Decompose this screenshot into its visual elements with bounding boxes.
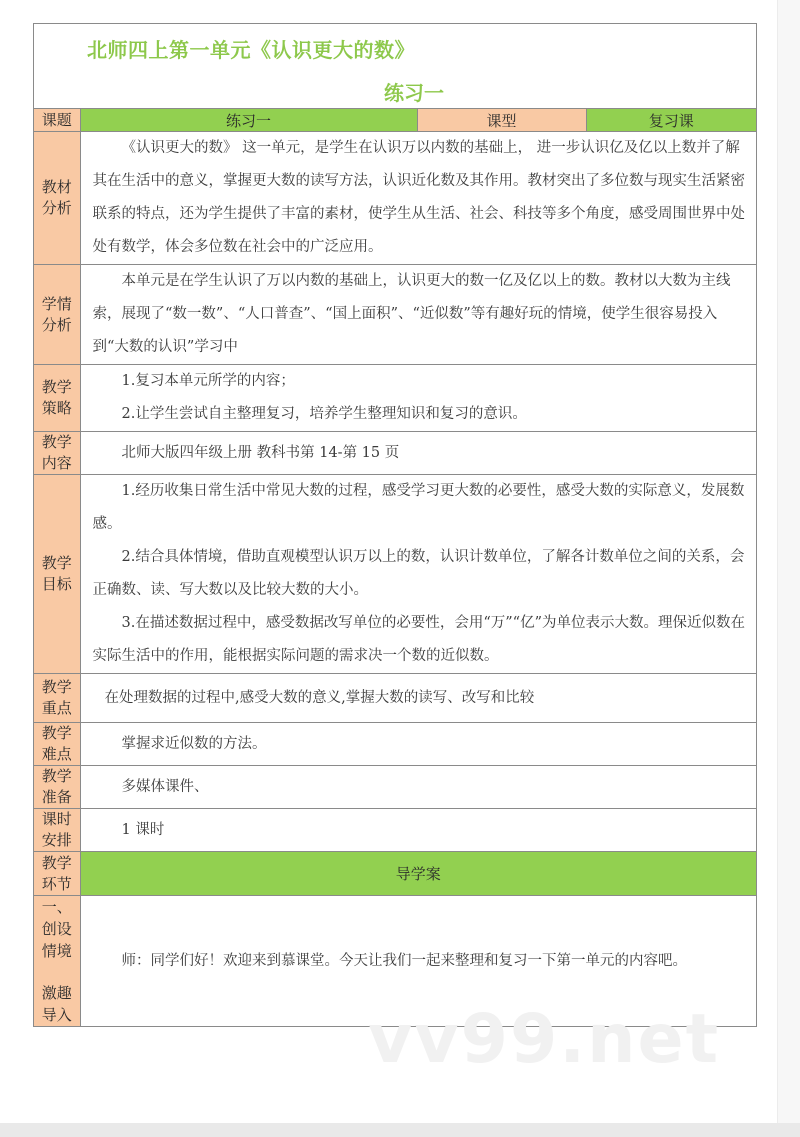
- paragraph: 在处理数据的过程中,感受大数的意义,掌握大数的读写、改写和比较: [104, 689, 535, 706]
- list-item: 3.在描述数据过程中，感受数据改写单位的必要性，会用“万”“亿”为单位表示大数。理保近似数在实际生活中的作用，能根据实际问题的需求决一个数的近似数。: [92, 615, 745, 664]
- header-row: [34, 109, 756, 132]
- paragraph: 《认识更大的数》 这一单元，是学生在认识万以内数的基础上， 进一步认识亿及亿以上数并了解其在生活中的意义，掌握更大数的读写方法，认识近化数及其作用。教材突出了多位数与现实生活紧密联系的特点，还为学生提供了丰富的素材，使学生从生活、社会、科技等多个角度，感受周围世界中处处有数学，体会多位数在社会中的广泛应用。: [92, 140, 745, 255]
- list-item: 1.复习本单元所学的内容；: [121, 373, 295, 389]
- row-label: 教学策略: [34, 365, 80, 432]
- row-content: [80, 809, 756, 852]
- row-content: [80, 766, 756, 809]
- paragraph: 多媒体课件、: [121, 778, 209, 795]
- topic-label: 课题: [34, 109, 80, 132]
- row-teaching-strategy: [34, 365, 756, 432]
- row-label: 一、 创设 情境 激趣 导入: [34, 896, 80, 1027]
- row-textbook-analysis: [34, 132, 756, 265]
- row-label: 学情分析: [34, 265, 80, 365]
- row-content: [80, 265, 756, 365]
- paragraph: 掌握求近似数的方法。: [121, 735, 267, 752]
- row-label: 教材分析: [34, 132, 80, 265]
- paragraph: 1 课时: [121, 821, 165, 838]
- row-content: [80, 132, 756, 265]
- row-schedule: [34, 809, 756, 852]
- row-content: [80, 365, 756, 432]
- row-label: 课时安排: [34, 809, 80, 852]
- list-item: 2.让学生尝试自主整理复习，培养学生整理知识和复习的意识。: [121, 406, 527, 422]
- row-teaching-content: [34, 432, 756, 475]
- row-content: [80, 723, 756, 766]
- row-preparation: [34, 766, 756, 809]
- row-student-analysis: [34, 265, 756, 365]
- list-item: 1.经历收集日常生活中常见大数的过程，感受学习更大数的必要性，感受大数的实际意义，发展数感。: [92, 483, 745, 532]
- paragraph: 本单元是在学生认识了万以内数的基础上，认识更大的数一亿及亿以上的数。教材以大数为主线索，展现了“数一数”、“人口普查”、“国上面积”、“近似数”等有趣好玩的情境，使学生很容易投入到“大数的认识”学习中: [92, 273, 731, 355]
- type-label: 课型: [417, 109, 586, 132]
- list-item: 2.结合具体情境，借助直观模型认识万以上的数，认识计数单位，了解各计数单位之间的关系，会正确数、读、写大数以及比较大数的大小。: [92, 549, 745, 598]
- document-subtitle: 练习一: [384, 81, 444, 105]
- lesson-plan-page: [33, 23, 757, 1027]
- row-content: [80, 432, 756, 475]
- lesson-plan-table: [34, 109, 756, 1026]
- row-process: [34, 852, 756, 896]
- document-title: 北师四上第一单元《认识更大的数》: [87, 38, 415, 62]
- title-block: [34, 24, 756, 109]
- paragraph: 北师大版四年级上册 教科书第 14-第 15 页: [121, 444, 400, 461]
- row-difficulties: [34, 723, 756, 766]
- row-label: 教学准备: [34, 766, 80, 809]
- viewer-scroll-gutter[interactable]: [777, 0, 800, 1137]
- row-label: 教学目标: [34, 475, 80, 674]
- row-content: [80, 475, 756, 674]
- row-label: 教学环节: [34, 852, 80, 896]
- paragraph: 师：同学们好！欢迎来到慕课堂。今天让我们一起来整理和复习一下第一单元的内容吧。: [121, 952, 687, 969]
- row-teaching-goals: [34, 475, 756, 674]
- row-content: [80, 674, 756, 723]
- row-key-points: [34, 674, 756, 723]
- process-header: 导学案: [80, 852, 756, 896]
- watermark: vv99.net: [368, 1000, 721, 1079]
- row-label: 教学重点: [34, 674, 80, 723]
- topic-value: 练习一: [80, 109, 417, 132]
- viewer-bottom-bar: [0, 1123, 800, 1137]
- row-label: 教学内容: [34, 432, 80, 475]
- row-label: 教学难点: [34, 723, 80, 766]
- type-value: 复习课: [586, 109, 756, 132]
